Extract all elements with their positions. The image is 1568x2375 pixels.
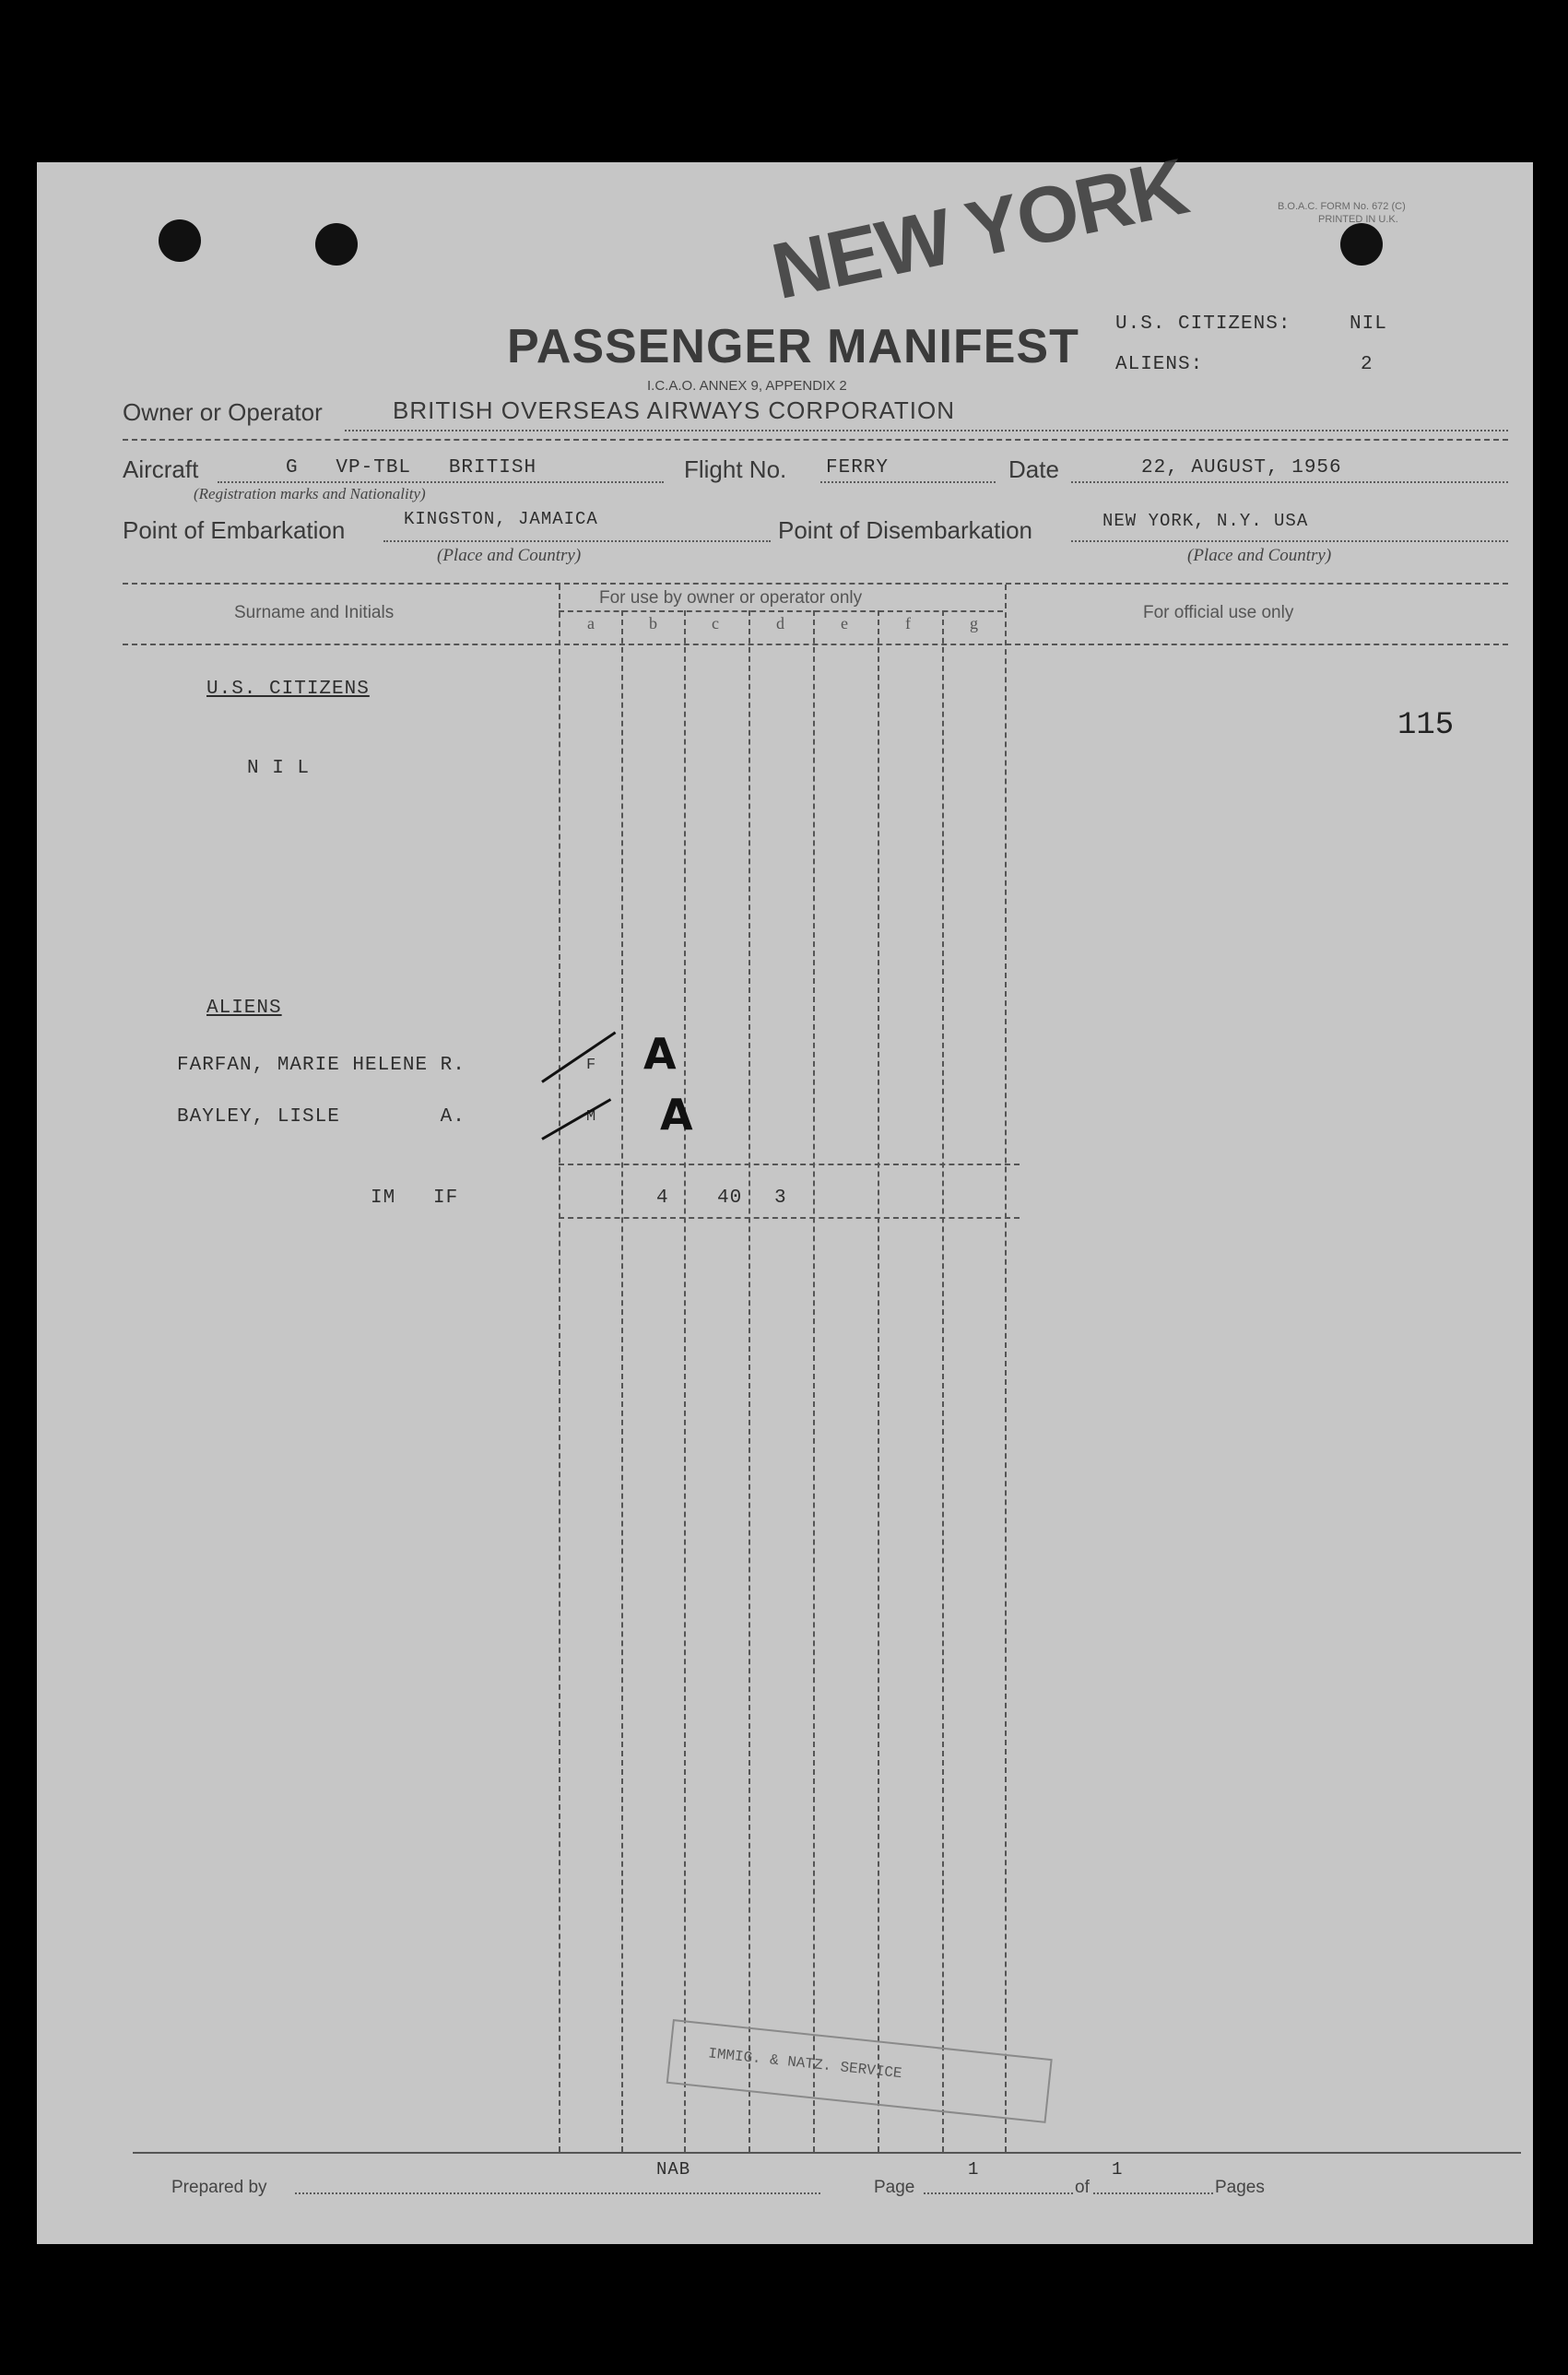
totals-bottom-rule <box>559 1217 1020 1219</box>
passenger-sex: M <box>586 1108 597 1126</box>
total-d: 3 <box>774 1188 787 1209</box>
aircraft-label: Aircraft <box>123 455 199 483</box>
form-subtitle: I.C.A.O. ANNEX 9, APPENDIX 2 <box>647 378 847 394</box>
embarkation-underline <box>383 540 771 542</box>
grid-line <box>621 610 623 2152</box>
aircraft-underline <box>218 481 664 483</box>
punch-hole <box>1340 223 1383 266</box>
subcolumn-f: f <box>905 614 911 632</box>
handwritten-mark: A <box>660 1090 693 1140</box>
disembarkation-note: (Place and Country) <box>1187 546 1332 565</box>
aliens-label: ALIENS: <box>1115 354 1204 375</box>
subcolumn-a: a <box>587 614 595 632</box>
of-label: of <box>1075 2178 1090 2197</box>
subcolumn-b: b <box>649 614 657 632</box>
form-print-note: PRINTED IN U.K. <box>1318 214 1398 225</box>
form-reference: B.O.A.C. FORM No. 672 (C) <box>1278 201 1406 212</box>
subcolumn-c: c <box>712 614 719 632</box>
date-value: 22, AUGUST, 1956 <box>1141 457 1342 479</box>
passenger-sex: F <box>586 1057 597 1074</box>
immigration-service-stamp <box>666 2019 1053 2123</box>
owner-value: BRITISH OVERSEAS AIRWAYS CORPORATION <box>393 396 956 424</box>
disembarkation-value: NEW YORK, N.Y. USA <box>1102 511 1309 531</box>
of-underline <box>1093 2192 1213 2194</box>
aliens-count: 2 <box>1361 354 1373 375</box>
total-b: 4 <box>656 1188 669 1209</box>
aliens-section-heading: ALIENS <box>206 998 282 1019</box>
passenger-name: FARFAN, MARIE HELENE R. <box>177 1055 466 1076</box>
column-official-header: For official use only <box>1143 603 1294 622</box>
page-label: Page <box>874 2178 915 2197</box>
flight-value: FERRY <box>826 457 890 479</box>
handwritten-slash <box>541 1098 611 1140</box>
grid-line <box>813 610 815 2152</box>
embarkation-value: KINGSTON, JAMAICA <box>404 509 598 529</box>
header-rule <box>123 439 1508 441</box>
total-c: 40 <box>717 1188 743 1209</box>
handwritten-mark: A <box>643 1029 677 1079</box>
handwritten-slash <box>541 1032 616 1083</box>
subcolumn-d: d <box>776 614 784 632</box>
totals-label: IM IF <box>371 1188 459 1209</box>
form-title: PASSENGER MANIFEST <box>507 320 1079 373</box>
embarkation-label: Point of Embarkation <box>123 516 346 544</box>
aircraft-note: (Registration marks and Nationality) <box>194 485 426 502</box>
immigration-stamp-text: IMMIG. & NATZ. SERVICE <box>707 2045 903 2083</box>
grid-line <box>1005 585 1007 2152</box>
grid-line <box>559 585 560 2152</box>
prepared-by-label: Prepared by <box>171 2178 267 2197</box>
flight-label: Flight No. <box>684 455 787 483</box>
embarkation-note: (Place and Country) <box>437 546 582 565</box>
subcolumn-g: g <box>970 614 978 632</box>
prepared-by-underline <box>295 2192 820 2194</box>
us-citizens-nil: N I L <box>247 758 311 779</box>
pages-label: Pages <box>1215 2178 1265 2197</box>
page-value: 1 <box>968 2159 980 2180</box>
punch-hole <box>159 219 201 262</box>
totals-top-rule <box>559 1164 1020 1165</box>
grid-line <box>878 610 879 2152</box>
flight-underline <box>820 481 996 483</box>
column-owner-header: For use by owner or operator only <box>599 588 863 608</box>
column-surname-header: Surname and Initials <box>234 603 395 622</box>
table-top-rule <box>123 583 1508 585</box>
manifest-page <box>37 142 1533 2244</box>
owner-label: Owner or Operator <box>123 398 323 426</box>
owner-subheader-rule <box>559 610 1003 612</box>
disembarkation-underline <box>1071 540 1508 542</box>
new-york-stamp: NEW YORK <box>764 142 1195 317</box>
page-underline <box>924 2192 1073 2194</box>
us-citizens-count: NIL <box>1350 313 1387 335</box>
owner-underline <box>345 430 1508 431</box>
table-header-rule <box>123 644 1508 645</box>
disembarkation-label: Point of Disembarkation <box>778 516 1033 544</box>
manifest-page-number: 115 <box>1397 708 1455 743</box>
grid-line <box>749 610 750 2152</box>
aircraft-value: G VP-TBL BRITISH <box>286 457 537 479</box>
footer-rule <box>133 2152 1521 2154</box>
grid-line <box>942 610 944 2152</box>
punch-hole <box>315 223 358 266</box>
us-citizens-label: U.S. CITIZENS: <box>1115 313 1291 335</box>
prepared-by-value: NAB <box>656 2159 691 2180</box>
subcolumn-e: e <box>841 614 848 632</box>
passenger-name: BAYLEY, LISLE A. <box>177 1106 466 1128</box>
date-label: Date <box>1008 455 1059 483</box>
total-pages-value: 1 <box>1112 2159 1124 2180</box>
us-citizens-section-heading: U.S. CITIZENS <box>206 679 370 700</box>
date-underline <box>1071 481 1508 483</box>
grid-line <box>684 610 686 2152</box>
